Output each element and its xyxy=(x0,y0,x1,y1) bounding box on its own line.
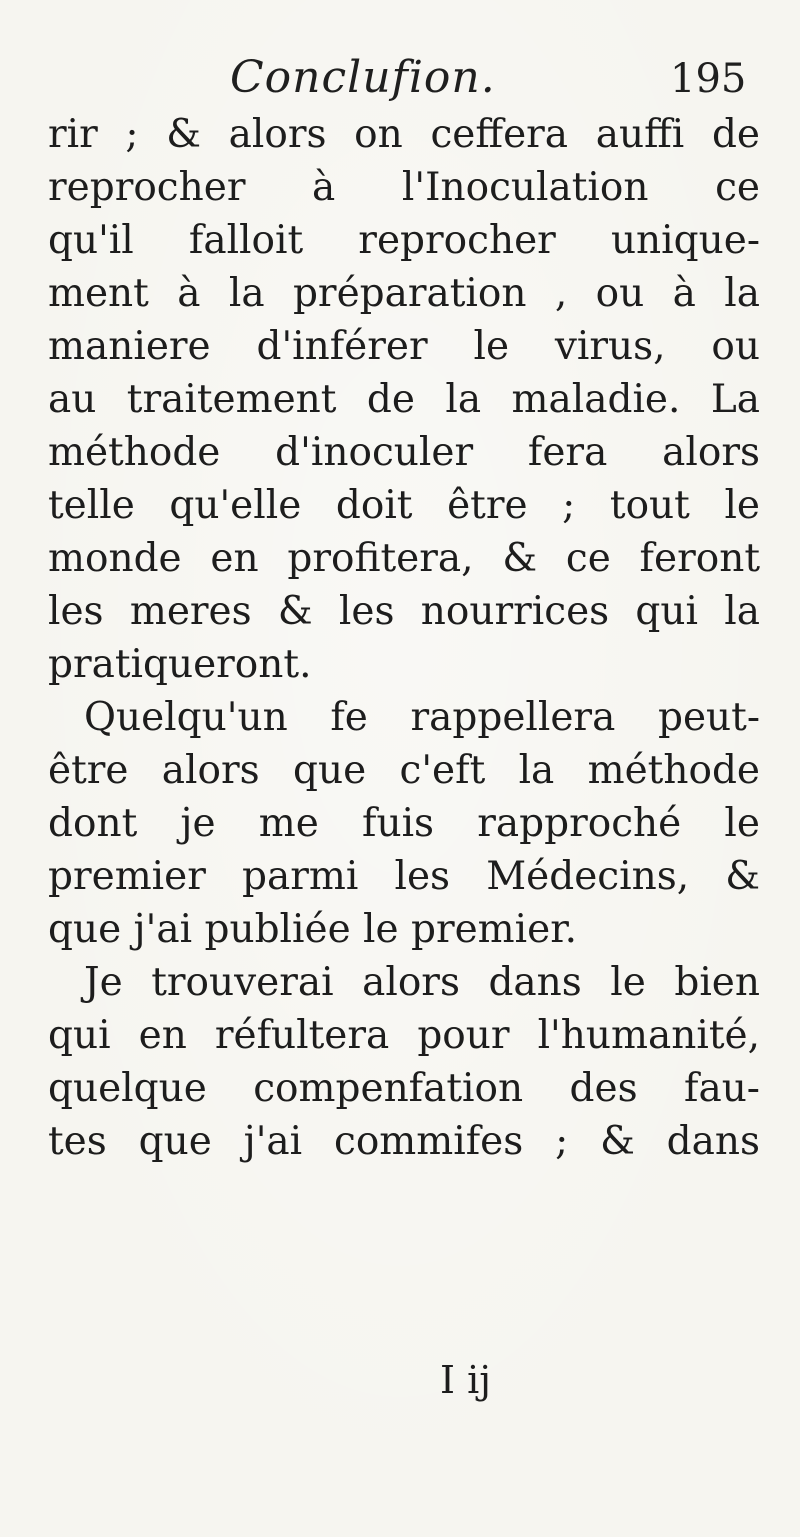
text-line: pratiqueront. xyxy=(48,642,312,687)
running-head xyxy=(0,52,800,112)
text-line: être alors que c'eft la méthode xyxy=(48,748,760,793)
text-line: Quelqu'un fe rappellera peut- xyxy=(84,695,760,740)
text-line: maniere d'inférer le virus, ou xyxy=(48,324,760,369)
text-line: les meres & les nourrices qui la xyxy=(48,589,760,634)
text-line: qu'il falloit reprocher unique- xyxy=(48,218,760,263)
text-line: dont je me fuis rapproché le xyxy=(48,801,760,846)
page-number: 195 xyxy=(670,56,747,102)
text-line: méthode d'inoculer fera alors xyxy=(48,430,760,475)
text-line: ment à la préparation , ou à la xyxy=(48,271,760,316)
text-line: reprocher à l'Inoculation ce xyxy=(48,165,760,210)
text-line: Je trouverai alors dans le bien xyxy=(84,960,760,1005)
signature-mark: I ij xyxy=(440,1358,492,1402)
text-line: monde en profitera, & ce feront xyxy=(48,536,760,581)
text-line: rir ; & alors on ceffera auffi de xyxy=(48,112,760,157)
text-line: tes que j'ai commifes ; & dans xyxy=(48,1119,760,1164)
text-line: premier parmi les Médecins, & xyxy=(48,854,760,899)
text-line: au traitement de la maladie. La xyxy=(48,377,760,422)
text-line: que j'ai publiée le premier. xyxy=(48,907,577,952)
running-head-title: Conclufion. xyxy=(230,52,496,103)
text-line: quelque compenfation des fau- xyxy=(48,1066,760,1111)
text-line: telle qu'elle doit être ; tout le xyxy=(48,483,760,528)
text-line: qui en réfultera pour l'humanité, xyxy=(48,1013,760,1058)
body-text xyxy=(48,108,760,1168)
